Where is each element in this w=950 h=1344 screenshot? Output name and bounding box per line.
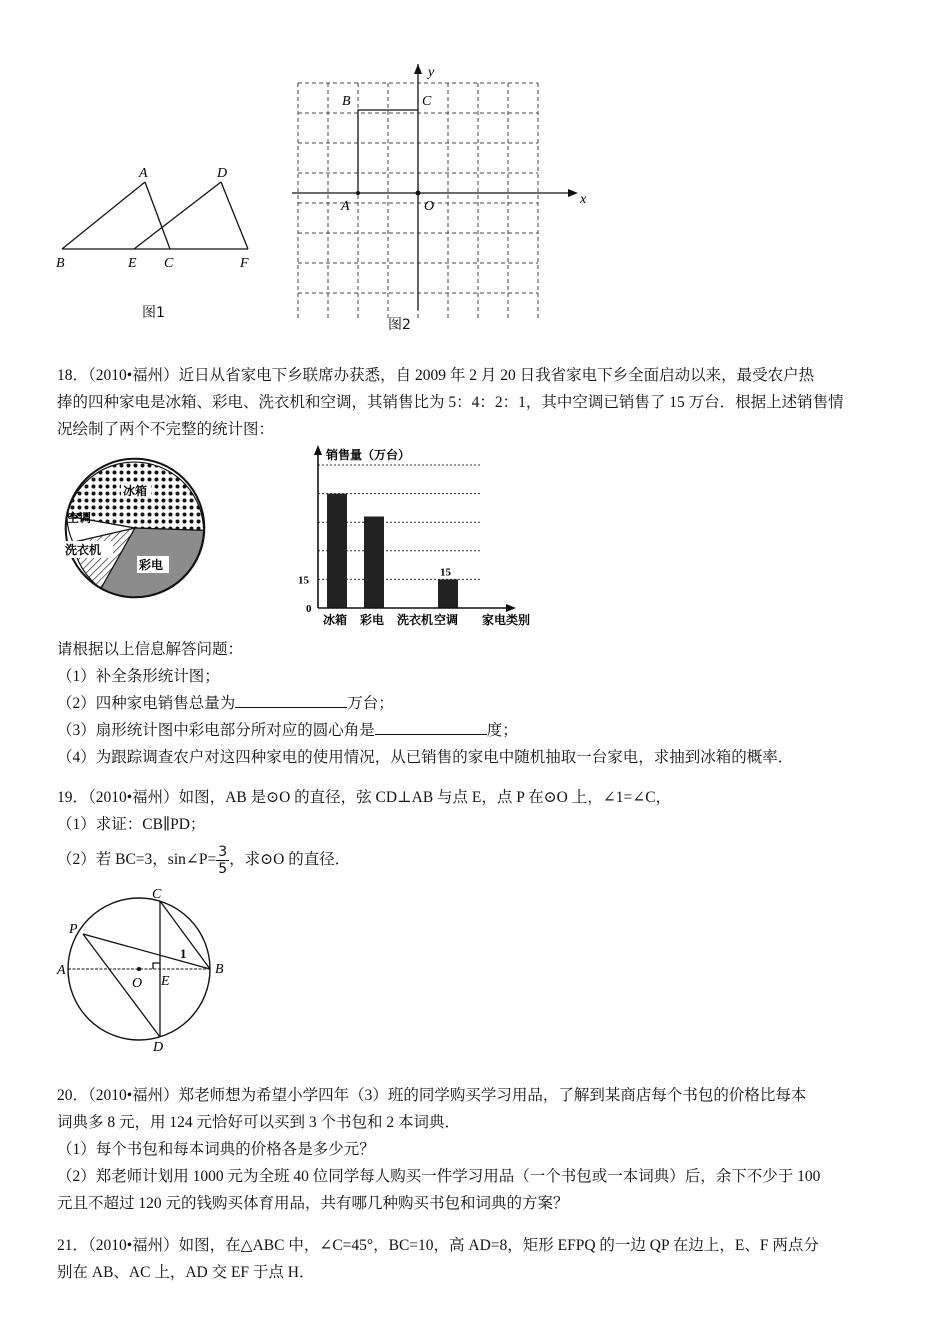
- fig2-label-y: y: [428, 65, 435, 80]
- fig2-label-x: x: [580, 192, 587, 207]
- q18-sub-3: [57, 717, 907, 744]
- fig2-label-b: B: [342, 94, 351, 109]
- bar-1: [364, 516, 384, 608]
- q20-line-1: 20．（2010•福州）郑老师想为希望小学四年（3）班的同学购买学习用品，了解到某商店每个书包的价格比每本: [57, 1087, 807, 1104]
- q18-line-3: 况绘制了两个不完整的统计图：: [57, 421, 275, 438]
- q19-label-e: E: [161, 974, 170, 989]
- y-tick-label: 15: [298, 574, 309, 587]
- fig1-label-a: A: [139, 166, 148, 181]
- q19-label-b: B: [215, 962, 224, 977]
- bar-category-label: 冰箱: [323, 613, 348, 627]
- fig1-label-b: B: [56, 256, 65, 270]
- q19-circle-figure: [55, 885, 245, 1055]
- q19-sub-2-tail: ，求⊙O 的直径．: [229, 851, 351, 869]
- bar-0: [327, 494, 347, 608]
- figure-2-caption: 图2: [388, 317, 411, 333]
- q19-label-d: D: [153, 1040, 164, 1055]
- bar-category-label: 洗衣机: [397, 613, 434, 627]
- figure-2-grid: [290, 60, 600, 320]
- q18-bar-chart: [292, 443, 552, 628]
- q20-sub-2b: 元且不超过 120 元的钱购买体育用品，共有哪几种购买书包和词典的方案？: [57, 1195, 569, 1212]
- q18-prompt: 请根据以上信息解答问题：: [57, 641, 244, 658]
- fig1-label-f: F: [240, 256, 249, 270]
- bar-chart-title: 销售量（万台）: [326, 448, 411, 462]
- fig2-label-c: C: [422, 94, 432, 109]
- q18-sub-1: （1）补全条形统计图；: [57, 668, 220, 685]
- pie-label-washer: 洗衣机: [65, 543, 102, 557]
- q18-sub-4: （4）为跟踪调查农户对这四种家电的使用情况，从已销售的家电中随机抽取一台家电，求抽到冰箱的概率．: [57, 749, 794, 766]
- fraction-numerator: 3: [218, 844, 228, 860]
- q20-sub-2a: （2）郑老师计划用 1000 元为全班 40 位同学每人购买一件学习用品（一个书包或一本词典）后，余下不少于 100: [57, 1168, 821, 1185]
- pie-label-tv: 彩电: [139, 558, 164, 572]
- bar-chart-xlabel: 家电类别: [482, 613, 531, 627]
- fig2-label-o: O: [424, 199, 435, 214]
- bar-data-label: 15: [440, 566, 451, 579]
- q19-label-o: O: [132, 976, 143, 991]
- q18-sub-2-unit: 万台；: [347, 695, 394, 712]
- q19-label-c: C: [152, 887, 162, 902]
- bar-category-label: 彩电: [360, 613, 385, 627]
- bar-category-label: 空调: [434, 613, 459, 627]
- pie-label-ac: 空调: [67, 511, 92, 525]
- fig1-label-e: E: [128, 256, 137, 270]
- q19-sub-2: [57, 844, 907, 877]
- q18-sub-3-unit: 度；: [486, 722, 518, 739]
- q19-sub-2-text: （2）若 BC=3，sin∠P=: [57, 851, 217, 869]
- pie-label-fridge: 冰箱: [123, 484, 148, 498]
- q18-sub-3-text: （3）扇形统计图中彩电部分所对应的圆心角是: [57, 722, 375, 739]
- q21-line-1: 21．（2010•福州）如图，在△ABC 中，∠C=45°，BC=10，高 AD=8，矩形 EFPQ 的一边 QP 在边上，E、F 两点分: [57, 1237, 819, 1254]
- q18-sub-2: [57, 690, 907, 717]
- q18-pie-chart: [55, 448, 215, 608]
- q18-line-1: 18．（2010•福州）近日从省家电下乡联席办获悉，自 2009 年 2 月 20 日我省家电下乡全面启动以来，最受农户热: [57, 367, 815, 384]
- q20-line-2: 词典多 8 元，用 124 元恰好可以买到 3 个书包和 2 本词典．: [57, 1114, 461, 1131]
- fraction-denominator: 5: [218, 861, 228, 877]
- q18-line-2: 捧的四种家电是冰箱、彩电、洗衣机和空调，其销售比为 5：4：2：1，其中空调已销售了 15 万台．根据上述销售情: [57, 394, 844, 411]
- answer-blank-angle[interactable]: [375, 718, 487, 735]
- fig2-label-a: A: [341, 199, 350, 214]
- q19-label-p: P: [69, 922, 78, 937]
- figure-1-triangles: [50, 160, 270, 270]
- q21-line-2: 别在 AB、AC 上，AD 交 EF 于点 H．: [57, 1264, 315, 1281]
- q19-line-1: 19．（2010•福州）如图，AB 是⊙O 的直径，弦 CD⊥AB 与点 E，点 P 在⊙O 上，∠1=∠C，: [57, 789, 672, 806]
- bar-3: [438, 579, 458, 608]
- y-tick-label: 0: [306, 603, 312, 615]
- fraction-three-fifths: [216, 844, 229, 877]
- q19-sub-1: （1）求证：CB∥PD；: [57, 816, 206, 833]
- fig1-label-c: C: [164, 256, 174, 270]
- q20-sub-1: （1）每个书包和每本词典的价格各是多少元？: [57, 1141, 375, 1158]
- fig1-label-d: D: [217, 166, 228, 181]
- figure-1-caption: 图1: [142, 305, 165, 321]
- answer-blank-total[interactable]: [235, 691, 347, 708]
- q18-sub-2-text: （2）四种家电销售总量为: [57, 695, 236, 712]
- q19-label-a: A: [57, 963, 66, 978]
- q19-label-angle-1: 1: [180, 946, 187, 961]
